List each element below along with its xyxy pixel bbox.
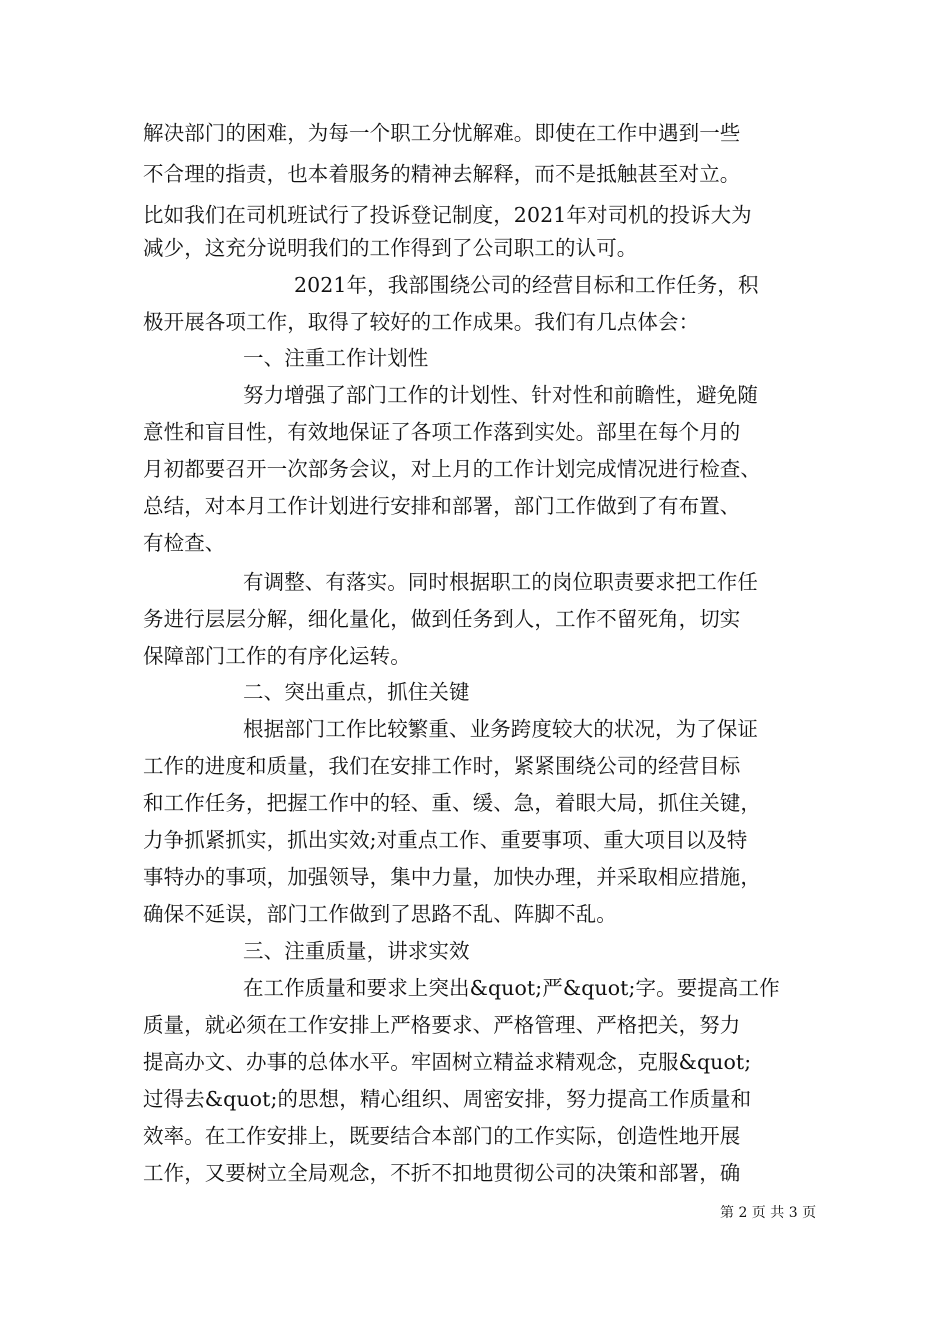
text-line-22: 确保不延误，部门工作做到了思路不乱、阵脚不乱。 (143, 902, 617, 926)
text-line-18: 工作的进度和质量，我们在安排工作时，紧紧围绕公司的经营目标 (143, 754, 741, 778)
text-line-6: 极开展各项工作，取得了较好的工作成果。我们有几点体会： (143, 310, 700, 334)
section-heading-1: 一、注重工作计划性 (243, 346, 429, 370)
text-line-1: 解决部门的困难，为每一个职工分忧解难。即使在工作中遇到一些 (143, 121, 741, 145)
text-line-10: 月初都要召开一次部务会议，对上月的工作计划完成情况进行检查、 (143, 457, 761, 481)
page-number-footer: 第 2 页 共 3 页 (720, 1205, 817, 1221)
text-line-4: 减少，这充分说明我们的工作得到了公司职工的认可。 (143, 236, 638, 260)
text-line-11: 总结，对本月工作计划进行安排和部署，部门工作做到了有布置、 (143, 494, 741, 518)
text-line-19: 和工作任务，把握工作中的轻、重、缓、急，着眼大局，抓住关键， (143, 791, 761, 815)
text-line-13: 有调整、有落实。同时根据职工的岗位职责要求把工作任 (243, 570, 758, 594)
text-line-14: 务进行层层分解，细化量化，做到任务到人，工作不留死角，切实 (143, 607, 741, 631)
text-line-26: 提高办文、办事的总体水平。牢固树立精益求精观念，克服&quot; (143, 1050, 752, 1074)
text-line-3: 比如我们在司机班试行了投诉登记制度，2021年对司机的投诉大为 (143, 203, 752, 227)
section-heading-3: 三、注重质量，讲求实效 (243, 939, 470, 963)
section-heading-2: 二、突出重点，抓住关键 (243, 680, 470, 704)
text-line-20: 力争抓紧抓实，抓出实效;对重点工作、重要事项、重大项目以及特 (143, 828, 748, 852)
text-line-27: 过得去&quot;的思想，精心组织、周密安排，努力提高工作质量和 (143, 1087, 752, 1111)
text-line-25: 质量，就必须在工作安排上严格要求、严格管理、严格把关，努力 (143, 1013, 741, 1037)
text-line-12: 有检查、 (143, 531, 226, 555)
text-line-9: 意性和盲目性，有效地保证了各项工作落到实处。部里在每个月的 (143, 420, 741, 444)
text-line-15: 保障部门工作的有序化运转。 (143, 644, 411, 668)
text-line-17: 根据部门工作比较繁重、业务跨度较大的状况，为了保证 (243, 717, 758, 741)
text-line-24: 在工作质量和要求上突出&quot;严&quot;字。要提高工作 (243, 976, 780, 1000)
text-line-29: 工作，又要树立全局观念，不折不扣地贯彻公司的决策和部署，确 (143, 1161, 741, 1185)
text-line-2: 不合理的指责，也本着服务的精神去解释，而不是抵触甚至对立。 (143, 162, 741, 186)
text-line-28: 效率。在工作安排上，既要结合本部门的工作实际，创造性地开展 (143, 1124, 741, 1148)
text-line-8: 努力增强了部门工作的计划性、针对性和前瞻性，避免随 (243, 383, 758, 407)
text-line-21: 事特办的事项，加强领导，集中力量，加快办理，并采取相应措施， (143, 865, 761, 889)
text-line-5: 2021年，我部围绕公司的经营目标和工作任务，积 (294, 273, 759, 297)
